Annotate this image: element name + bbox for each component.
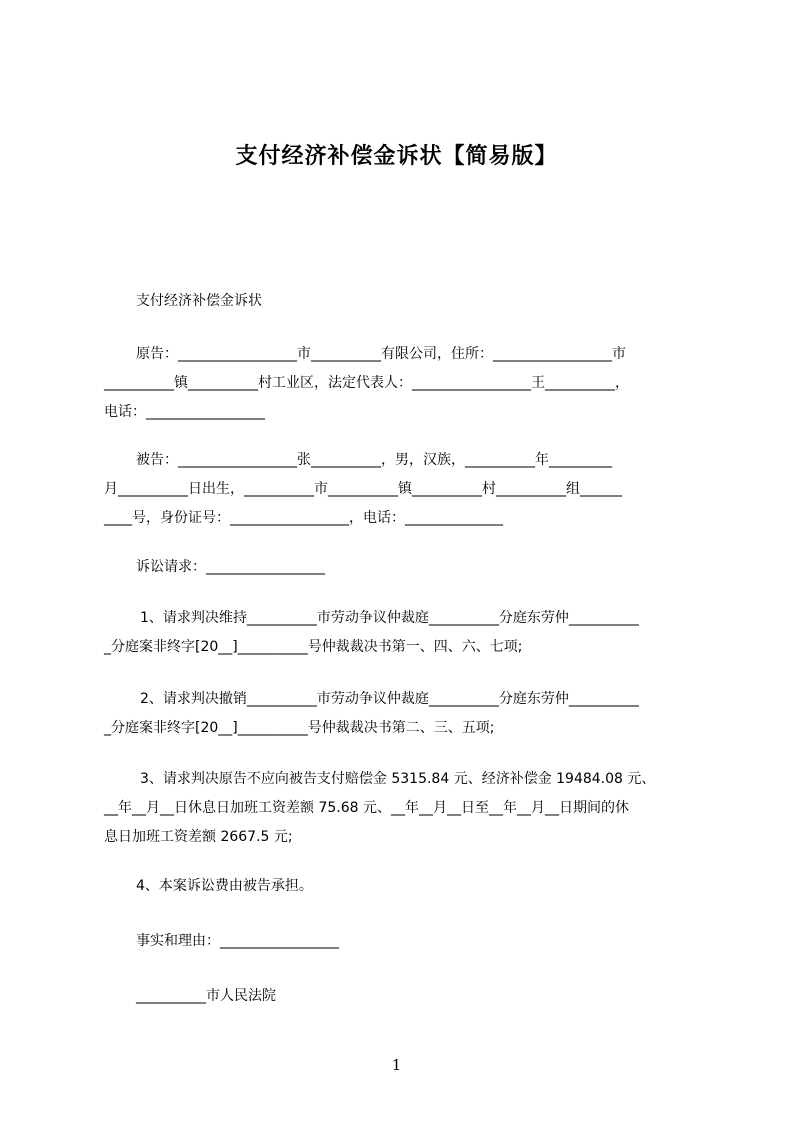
defendant-line-3: ____号，身份证号：_________________，电话：______________ bbox=[104, 510, 503, 526]
claim-3-line-1: 3、请求判决原告不应向被告支付赔偿金 5315.84 元、经济补偿金 19484.08 元、 bbox=[140, 771, 656, 787]
plaintiff-line-1: 原告：_________________市__________有限公司，住所：_________________市 bbox=[136, 346, 626, 362]
subtitle-text: 支付经济补偿金诉状 bbox=[136, 293, 262, 309]
claim-2-line-1: 2、请求判决撤销__________市劳动争议仲裁庭__________分庭东劳仲__________ bbox=[140, 691, 639, 707]
claim-4 bbox=[104, 872, 700, 901]
claim-3 bbox=[104, 765, 700, 852]
defendant-line-2: 月__________日出生，__________市__________镇__________村__________组______ bbox=[104, 481, 622, 497]
claim-3-line-3: 息日加班工资差额 2667.5 元; bbox=[104, 829, 293, 845]
claim-1-line-1: 1、请求判决维持__________市劳动争议仲裁庭__________分庭东劳仲__________ bbox=[140, 610, 639, 626]
document-subtitle bbox=[104, 287, 700, 316]
claim-2-line-2: _分庭案非终字[20__]__________号仲裁裁决书第二、三、五项; bbox=[104, 720, 495, 736]
claim-4-text: 4、本案诉讼费由被告承担。 bbox=[136, 878, 313, 894]
defendant-section bbox=[104, 446, 700, 533]
plaintiff-line-2: __________镇__________村工业区，法定代表人：_________________王__________， bbox=[104, 375, 629, 391]
defendant-line-1: 被告：_________________张__________，男，汉族，__________年_________ bbox=[136, 452, 612, 468]
facts-heading bbox=[104, 927, 700, 956]
claims-heading-text: 诉讼请求：_________________ bbox=[136, 559, 325, 575]
document-title: 支付经济补偿金诉状【简易版】 bbox=[235, 144, 558, 169]
facts-heading-text: 事实和理由：_________________ bbox=[136, 933, 339, 949]
claim-1 bbox=[104, 604, 700, 662]
claim-2 bbox=[104, 685, 700, 743]
court-name-text: __________市人民法院 bbox=[136, 988, 276, 1004]
plaintiff-line-3: 电话：_________________ bbox=[104, 404, 265, 420]
claim-3-line-2: __年__月__日休息日加班工资差额 75.68 元、__年__月__日至__年__月__日期间的休 bbox=[104, 800, 629, 816]
claim-1-line-2: _分庭案非终字[20__]__________号仲裁裁决书第一、四、六、七项; bbox=[104, 639, 523, 655]
page-number: 1 bbox=[391, 1056, 402, 1074]
claims-heading bbox=[104, 553, 700, 582]
plaintiff-section bbox=[104, 340, 700, 427]
court-name bbox=[104, 982, 700, 1011]
